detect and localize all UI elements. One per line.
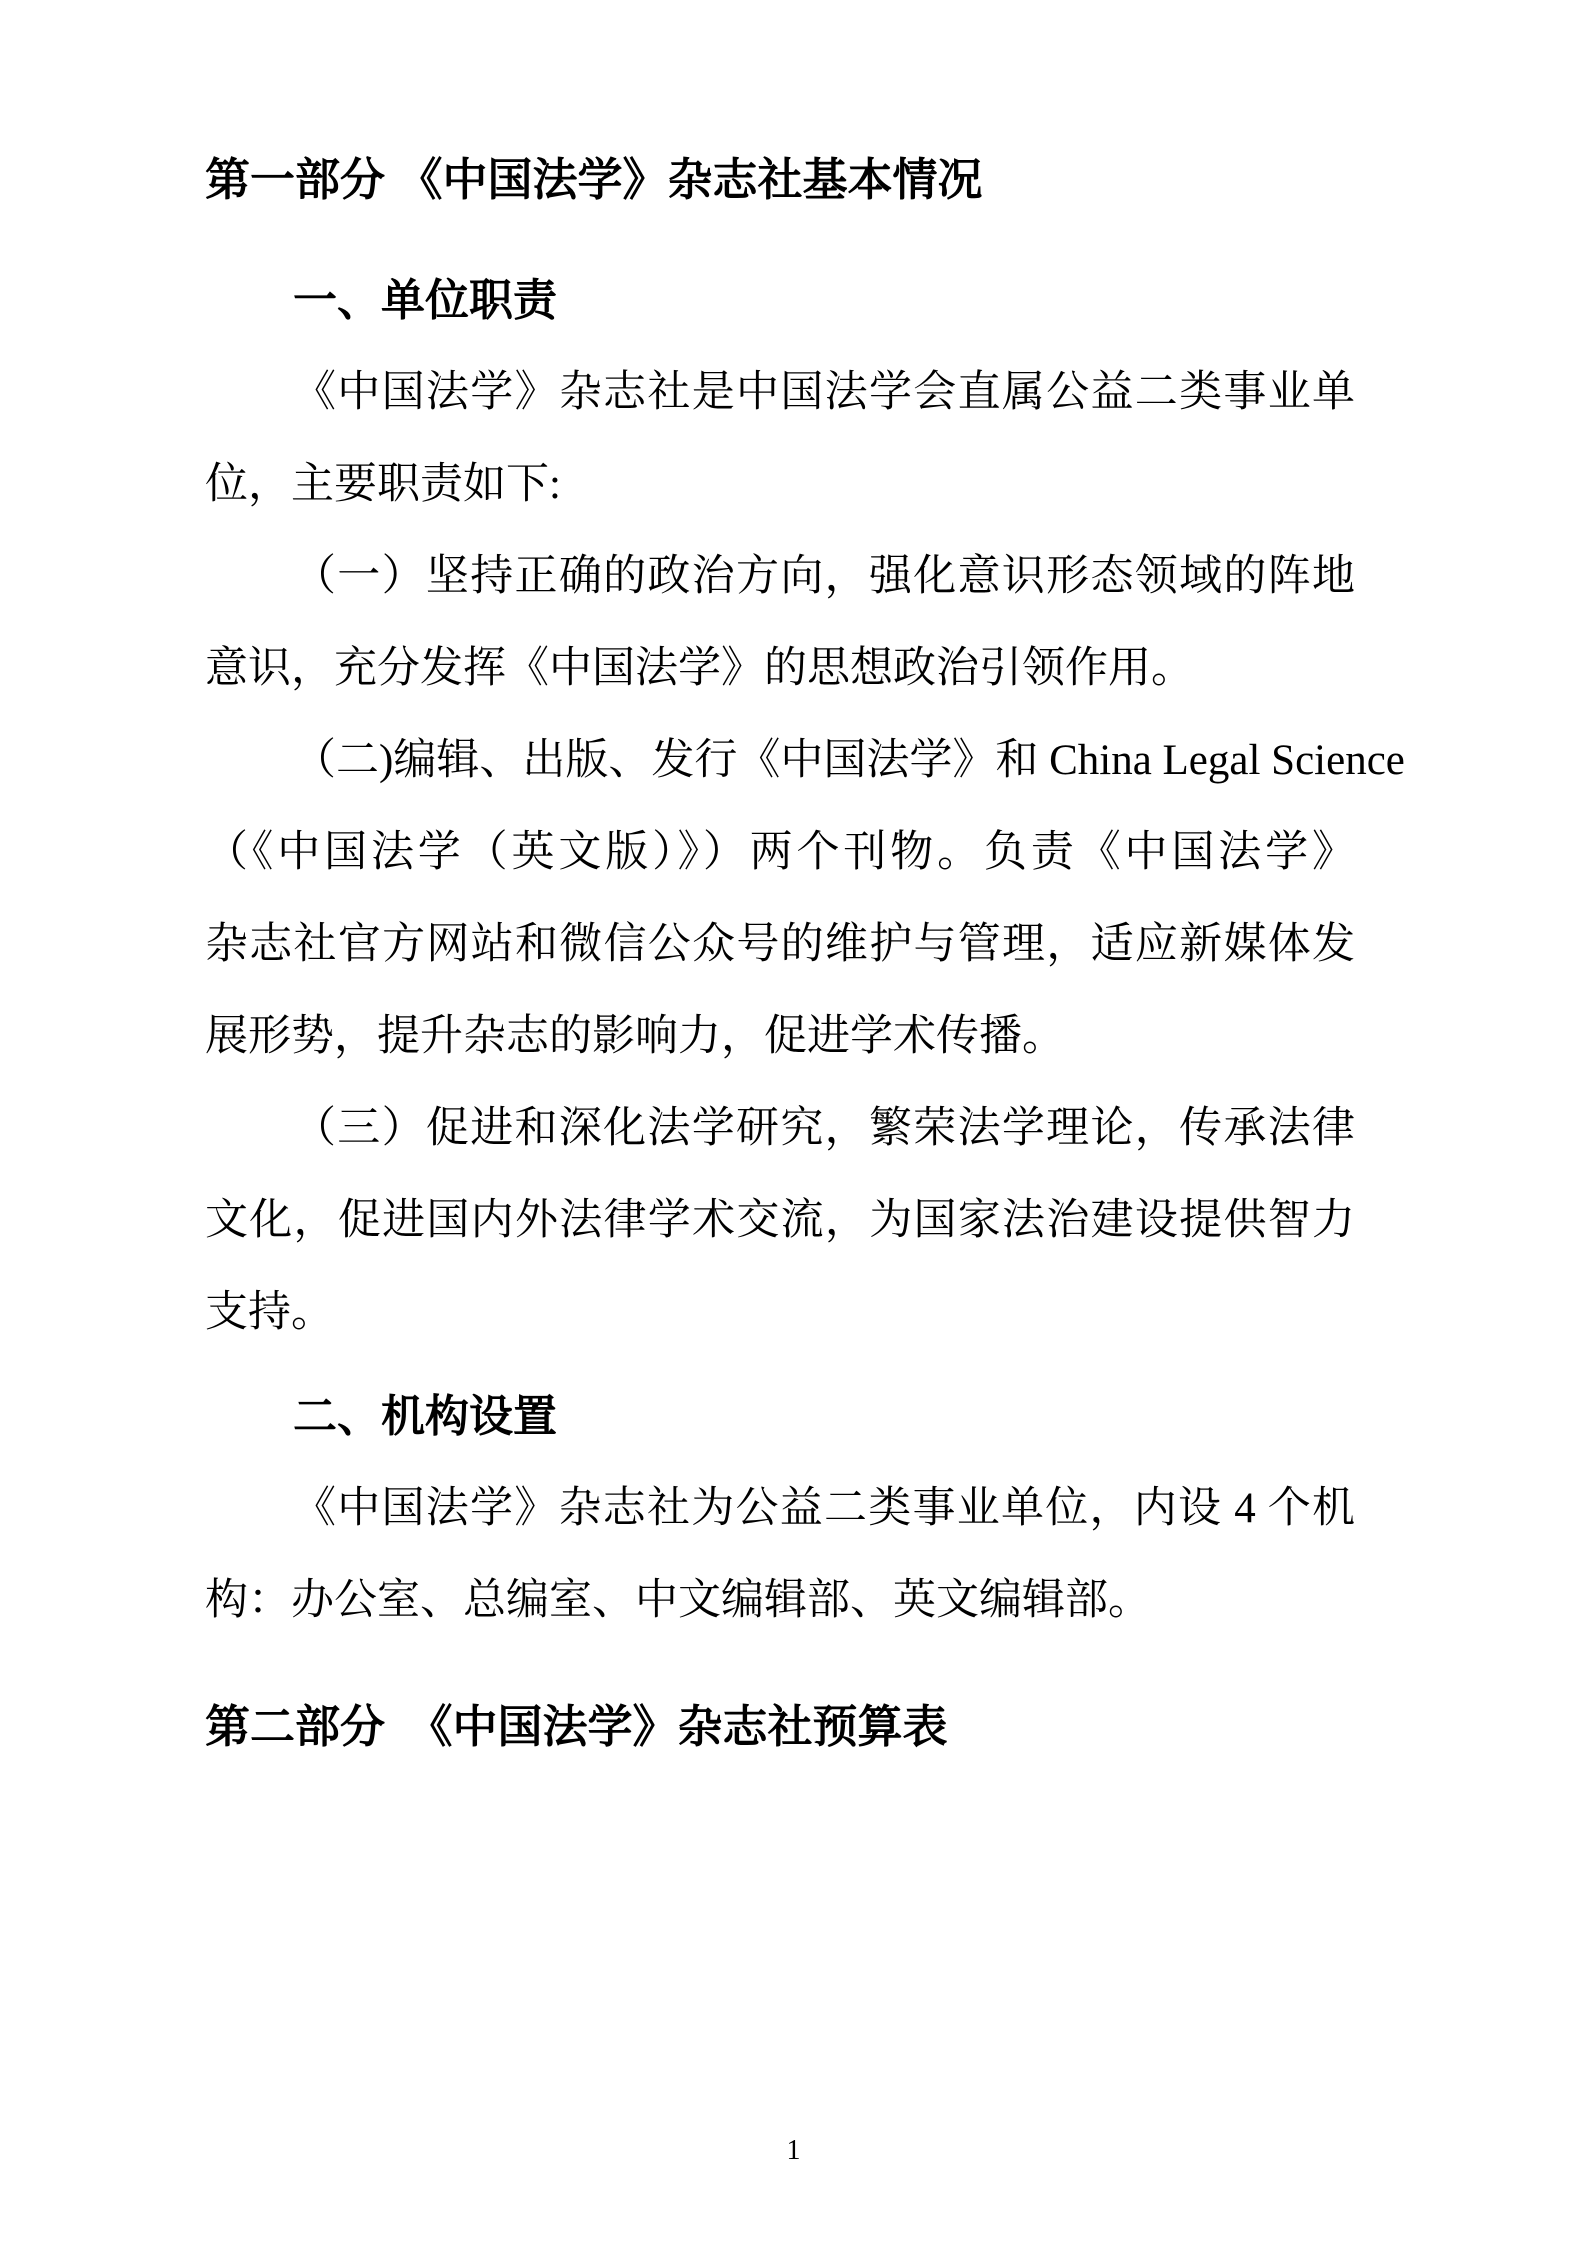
org-paragraph	[205, 1463, 1355, 1647]
section2-heading: 二、机构设置	[293, 1392, 557, 1441]
text-line: 位，主要职责如下:	[205, 461, 561, 508]
text-line: （《中国法学（英文版）》）两个刊物。负责《中国法学》	[205, 829, 1355, 876]
duty-item-1	[205, 531, 1355, 715]
text-line: 《中国法学》杂志社是中国法学会直属公益二类事业单	[293, 369, 1355, 416]
section1-heading: 一、单位职责	[293, 276, 557, 325]
text-line: （三）促进和深化法学研究，繁荣法学理论，传承法律	[293, 1105, 1355, 1152]
text-line: 《中国法学》杂志社为公益二类事业单位，内设 4 个机	[293, 1485, 1355, 1532]
text-line: 支持。	[205, 1289, 334, 1336]
text-line: 构：办公室、总编室、中文编辑部、英文编辑部。	[205, 1577, 1151, 1624]
text-line: （二)编辑、出版、发行《中国法学》和 China Legal Science	[293, 737, 1405, 784]
text-line: 杂志社官方网站和微信公众号的维护与管理，适应新媒体发	[205, 921, 1355, 968]
part1-title: 第一部分 《中国法学》杂志社基本情况	[205, 154, 983, 205]
section-unit-duties	[205, 255, 1405, 1359]
duty-item-3	[205, 1083, 1355, 1359]
page-number: 1	[786, 2135, 801, 2166]
text-line: 文化，促进国内外法律学术交流，为国家法治建设提供智力	[205, 1197, 1355, 1244]
section-org-structure	[205, 1371, 1355, 1647]
text-line: 意识，充分发挥《中国法学》的思想政治引领作用。	[205, 645, 1194, 692]
duty-item-2	[205, 715, 1405, 1083]
part2-title: 第二部分 《中国法学》杂志社预算表	[205, 1701, 948, 1752]
text-line: 展形势，提升杂志的影响力，促进学术传播。	[205, 1013, 1065, 1060]
text-line: （一）坚持正确的政治方向，强化意识形态领域的阵地	[293, 553, 1355, 600]
intro-paragraph	[205, 347, 1355, 531]
